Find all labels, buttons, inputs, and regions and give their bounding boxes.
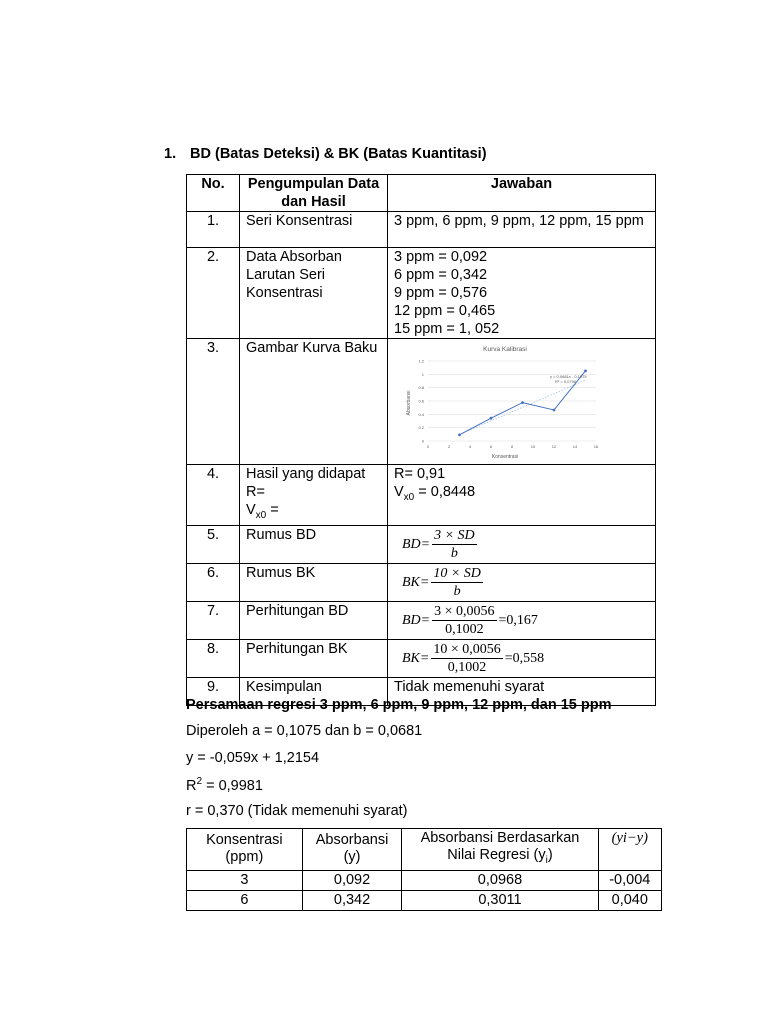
formula-result: =0,167	[498, 612, 538, 628]
table-row	[187, 248, 656, 339]
chart-xtick-label: 8	[510, 444, 514, 449]
row-number: 2.	[187, 248, 240, 339]
answer-value: = 0,8448	[414, 484, 476, 500]
chart-xtick-label: 4	[468, 444, 472, 449]
chart-xtick-label: 14	[572, 444, 578, 449]
row-item: Gambar Kurva Baku	[240, 339, 388, 465]
header-data: Pengumpulan Data dan Hasil	[240, 175, 388, 212]
chart-r-squared: R² = 0,0796	[555, 379, 577, 384]
section-heading	[164, 146, 487, 162]
chart-ytick-label: 1.2	[418, 358, 424, 364]
cell: 0,0968	[402, 870, 598, 890]
chart-ytick-label: 1	[421, 371, 424, 377]
regression-equation: y = -0,059x + 1,2154	[186, 750, 320, 766]
row-item: Rumus BD	[240, 525, 388, 563]
row-number: 4.	[187, 465, 240, 526]
header-line	[405, 847, 594, 869]
row-answer	[388, 563, 656, 601]
bd-formula	[402, 526, 479, 562]
row-answer	[388, 339, 656, 465]
absorbance-line: 15 ppm = 1, 052	[394, 321, 500, 337]
cell: 0,040	[598, 890, 661, 910]
ab-values: Diperoleh a = 0,1075 dan b = 0,0681	[186, 723, 423, 739]
cell: 6	[187, 890, 303, 910]
numerator: 3 × SD	[434, 527, 475, 543]
chart-xtick-label: 16	[593, 444, 599, 449]
v-subscript: x0	[403, 491, 415, 503]
row-number: 9.	[187, 677, 240, 705]
r-squared-line	[186, 776, 263, 794]
regression-title: Persamaan regresi 3 ppm, 6 ppm, 9 ppm, 12 ppm, dan 15 ppm	[186, 697, 612, 713]
header-deviation: (yi−y)	[598, 829, 661, 871]
header-line: (y)	[343, 849, 361, 866]
row-item: Perhitungan BD	[240, 601, 388, 639]
table-row	[187, 525, 656, 563]
table-header-row	[187, 829, 662, 871]
fraction	[432, 604, 496, 638]
formula-lhs: BK=	[402, 574, 430, 590]
table-row	[187, 870, 662, 890]
calibration-chart	[400, 339, 610, 463]
numerator: 3 × 0,0056	[434, 603, 495, 619]
cell: 0,092	[302, 870, 402, 890]
absorbance-line: 3 ppm = 0,092	[394, 249, 488, 265]
v-symbol: V	[394, 484, 404, 500]
section-number: 1.	[164, 146, 177, 162]
header-text: Nilai Regresi (y	[447, 847, 546, 863]
bk-calculation	[402, 640, 544, 676]
table-row	[187, 601, 656, 639]
chart-xtick-label: 10	[530, 444, 536, 449]
numerator: 10 × 0,0056	[433, 641, 501, 657]
answer-line: R= 0,91	[394, 466, 446, 482]
row-number: 6.	[187, 563, 240, 601]
chart-point	[521, 401, 524, 404]
row-answer: Tidak memenuhi syarat	[388, 677, 656, 705]
row-number: 5.	[187, 525, 240, 563]
v-subscript: x0	[255, 509, 267, 521]
header-subscript: i	[545, 854, 548, 866]
fraction	[432, 528, 477, 562]
denominator: 0,1002	[445, 621, 484, 637]
row-item: Perhitungan BK	[240, 639, 388, 677]
absorbance-line: 9 ppm = 0,576	[394, 285, 488, 301]
r-value-line: r = 0,370 (Tidak memenuhi syarat)	[186, 803, 408, 819]
item-line: Hasil yang didapat	[246, 466, 366, 482]
fraction	[431, 642, 502, 676]
chart-ytick-label: 0	[421, 438, 424, 444]
answer-line	[394, 483, 649, 507]
v-symbol: V	[246, 502, 256, 518]
header-line: (ppm)	[225, 849, 264, 866]
data-table	[186, 174, 656, 706]
numerator: 10 × SD	[433, 565, 481, 581]
header-regression-absorbance	[402, 829, 598, 871]
chart-ytick-label: 0.2	[418, 425, 424, 431]
chart-point	[553, 409, 556, 412]
cell: 0,342	[302, 890, 402, 910]
r2-value: = 0,9981	[202, 777, 263, 794]
bd-calculation	[402, 602, 538, 638]
chart-xlabel: Konsentrasi	[491, 454, 519, 460]
row-item: Kesimpulan	[240, 677, 388, 705]
chart-trend-equation: y = 0,0681x - 0,1075	[550, 374, 587, 379]
row-number: 8.	[187, 639, 240, 677]
chart-ytick-label: 0.8	[418, 385, 424, 391]
header-line: Konsentrasi	[206, 832, 283, 849]
header-concentration	[187, 829, 303, 871]
row-number: 3.	[187, 339, 240, 465]
row-number: 1.	[187, 212, 240, 248]
row-answer	[388, 601, 656, 639]
chart-xtick-label: 6	[489, 444, 493, 449]
header-absorbance	[302, 829, 402, 871]
chart-point	[584, 369, 587, 372]
r2-superscript: 2	[196, 776, 203, 787]
table-row	[187, 890, 662, 910]
formula-lhs: BD=	[402, 612, 431, 628]
chart-xtick-label: 2	[447, 444, 451, 449]
table-row	[187, 639, 656, 677]
row-number: 7.	[187, 601, 240, 639]
row-answer	[388, 525, 656, 563]
chart-xtick-label: 12	[551, 444, 557, 449]
item-equals: =	[266, 502, 279, 518]
chart-xtick-label: 0	[426, 444, 430, 449]
chart-ytick-label: 0.6	[418, 398, 424, 404]
row-item: Seri Konsentrasi	[240, 212, 388, 248]
absorbance-line: 12 ppm = 0,465	[394, 303, 496, 319]
denominator: b	[450, 545, 458, 561]
chart-ylabel: Absorbansi	[406, 390, 412, 416]
r2-symbol: R	[186, 777, 197, 794]
row-answer	[388, 639, 656, 677]
table-header-row	[187, 175, 656, 212]
row-item: Data Absorban Larutan Seri Konsentrasi	[240, 248, 388, 339]
row-item	[240, 465, 388, 526]
chart-title: Kurva Kalibrasi	[483, 346, 527, 353]
cell: -0,004	[598, 870, 661, 890]
formula-lhs: BK=	[402, 650, 430, 666]
section-title: BD (Batas Deteksi) & BK (Batas Kuantitasi)	[190, 146, 487, 162]
denominator: 0,1002	[447, 659, 487, 675]
chart-ytick-label: 0.4	[418, 411, 424, 417]
header-text: )	[547, 847, 553, 863]
absorbance-line: 6 ppm = 0,342	[394, 267, 488, 283]
row-item: Rumus BK	[240, 563, 388, 601]
formula-lhs: BD=	[402, 536, 431, 552]
chart-point	[490, 417, 493, 420]
table-row	[187, 563, 656, 601]
item-line: R=	[246, 484, 265, 500]
row-answer	[388, 465, 656, 526]
table-row	[187, 339, 656, 465]
header-answer: Jawaban	[388, 175, 656, 212]
fraction	[431, 566, 483, 600]
bk-formula	[402, 564, 485, 600]
cell: 3	[187, 870, 303, 890]
header-line: Absorbansi Berdasarkan	[420, 830, 580, 846]
regression-table	[186, 828, 662, 911]
cell: 0,3011	[402, 890, 598, 910]
row-answer	[388, 248, 656, 339]
formula-result: =0,558	[504, 650, 545, 666]
chart-point	[458, 433, 461, 436]
item-line	[246, 501, 381, 525]
table-row	[187, 212, 656, 248]
header-no: No.	[187, 175, 240, 212]
denominator: b	[453, 583, 461, 599]
row-answer: 3 ppm, 6 ppm, 9 ppm, 12 ppm, 15 ppm	[388, 212, 656, 248]
table-row	[187, 465, 656, 526]
header-line: Absorbansi	[315, 832, 389, 849]
